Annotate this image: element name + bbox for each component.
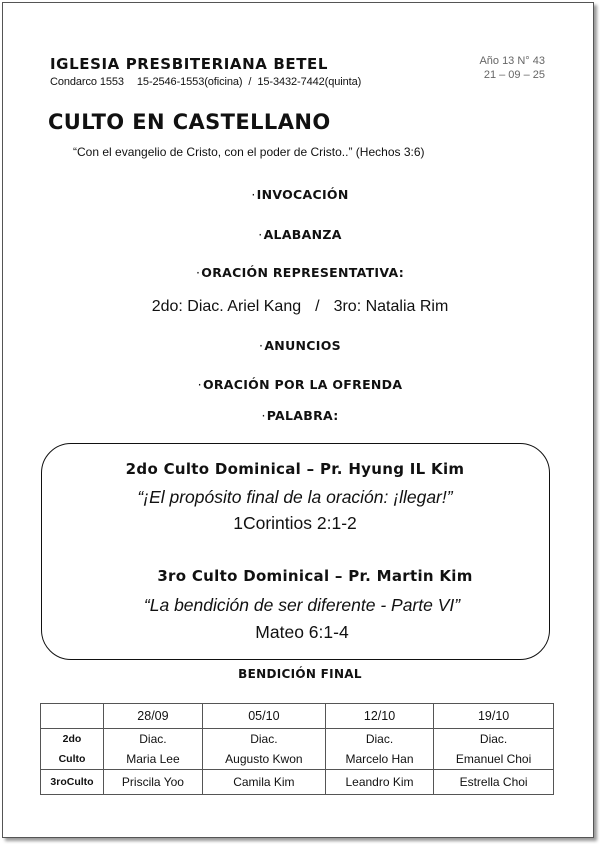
duty-cell: Priscila Yoo [104,770,203,795]
issue-number: Año 13 N° 43 [479,55,545,67]
issue-info [479,54,545,82]
phone-separator: / [248,76,252,88]
church-name: IGLESIA PRESBITERIANA BETEL [50,55,329,73]
duty-cell: Diac. Maria Lee [104,729,203,770]
duty-cell: Leandro Kim [325,770,433,795]
duty-cell: Diac. Emanuel Choi [434,729,554,770]
sermon-heading-3rd: 3ro Culto Dominical – Pr. Martin Kim [157,567,473,585]
duty-cell: Diac. Marcelo Han [325,729,433,770]
service-title: CULTO EN CASTELLANO [48,110,331,134]
issue-date: 21 – 09 – 25 [483,69,545,81]
date-cell: 19/10 [434,704,554,729]
duty-cell: Estrella Choi [434,770,554,795]
officiant-separator: / [315,298,320,315]
prayer-officiants [0,298,600,316]
order-invocation: ·INVOCACIÓN [251,187,349,202]
row-label-2nd: 2do Culto [41,729,104,770]
contact-line [50,76,371,88]
duty-cell: Diac. Augusto Kwon [202,729,325,770]
date-cell: 05/10 [202,704,325,729]
order-praise: ·ALABANZA [258,227,342,242]
phone-office: 15-2546-1553(oficina) [136,76,243,88]
order-prayer: ·ORACIÓN REPRESENTATIVA: [195,265,405,280]
table-row [41,729,554,770]
address: Condarco 1553 [50,76,124,88]
table-corner [41,704,104,729]
sermon-title-2nd: “¡El propósito final de la oración: ¡llegar!” [137,487,453,507]
table-row [41,704,554,729]
duty-table [40,703,554,795]
order-benediction: BENDICIÓN FINAL [238,667,362,681]
order-word: ·PALABRA: [261,408,339,423]
row-label-3rd: 3roCulto [41,770,104,795]
sermon-heading-2nd: 2do Culto Dominical – Pr. Hyung IL Kim [125,460,465,478]
date-cell: 12/10 [325,704,433,729]
table-row [41,770,554,795]
duty-cell: Camila Kim [202,770,325,795]
sermon-reference-3rd: Mateo 6:1-4 [255,622,349,642]
order-offering: ·ORACIÓN POR LA OFRENDA [197,377,403,392]
sermon-title-3rd: “La bendición de ser diferente - Parte VI” [143,595,461,615]
sermon-reference-2nd: 1Corintios 2:1-2 [233,513,357,533]
officiant-3rd: 3ro: Natalia Rim [333,298,449,315]
date-cell: 28/09 [104,704,203,729]
phone-quinta: 15-3432-7442(quinta) [257,76,362,88]
order-announcements: ·ANUNCIOS [259,338,341,353]
officiant-2nd: 2do: Diac. Ariel Kang [151,298,302,315]
service-motto: “Con el evangelio de Cristo, con el poder de Cristo..” (Hechos 3:6) [73,145,425,159]
